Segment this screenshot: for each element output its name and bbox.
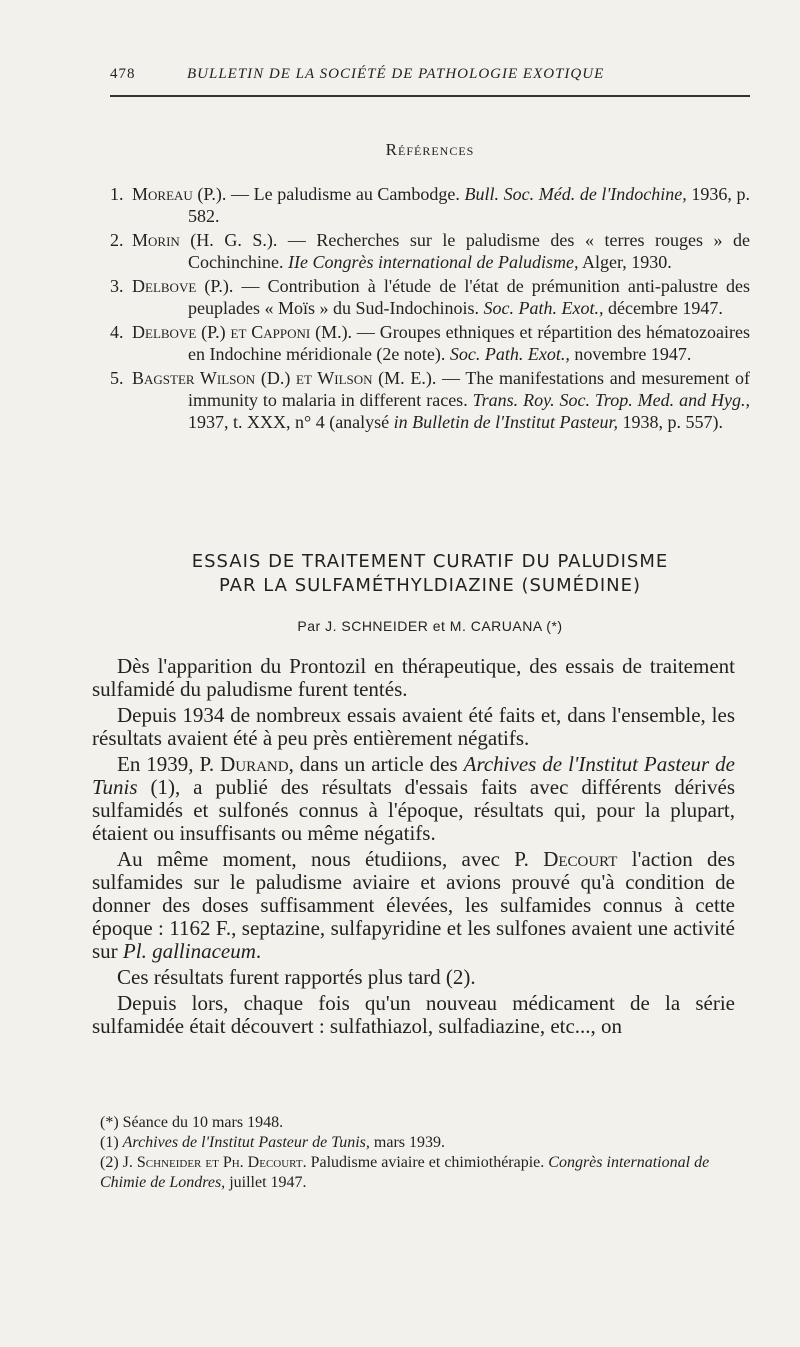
author-name: Decourt xyxy=(543,847,618,871)
paragraph: Au même moment, nous étudiions, avec P. Decourt l'action des sulfamides sur le paludisme aviaire et avions prouvé qu'à condition de donner des doses suffisamment élevées, les sulfamides connus à cette époque : 1162 F., septazine, sulfapyridine et les sulfones avaient une activité sur Pl. gallinaceum. xyxy=(92,847,735,963)
reference-item: 2. Morin (H. G. S.). — Recherches sur le paludisme des « terres rouges » de Cochinchine. IIe Congrès international de Paludisme, Alger, 1930. xyxy=(110,230,751,272)
reference-item: 4. Delbove (P.) et Capponi (M.). — Groupes ethniques et répartition des hématozoaires en Indochine méridionale (2e note). Soc. Path. Exot., novembre 1947. xyxy=(110,322,750,364)
author-name: Durand xyxy=(220,752,289,776)
reference-source: IIe Congrès international de Paludisme, xyxy=(287,252,579,272)
header-rule xyxy=(110,95,750,97)
page-number: 478 xyxy=(110,66,136,82)
reference-item: 1. Moreau (P.). — Le paludisme au Cambodge. Bull. Soc. Méd. de l'Indochine, 1936, p. 582. xyxy=(110,184,750,226)
article-byline: Par J. SCHNEIDER et M. CARUANA (*) xyxy=(297,618,563,634)
reference-source: Soc. Path. Exot., xyxy=(483,298,604,318)
footnote: (2) J. Schneider et Ph. Decourt. Paludisme aviaire et chimiothérapie. Congrès international de Chimie de Londres, juillet 1947. xyxy=(100,1154,710,1191)
reference-author: Bagster Wilson (D.) et Wilson (M. E.). xyxy=(132,368,437,388)
footnotes xyxy=(100,1113,740,1193)
species-name: Pl. gallinaceum xyxy=(122,939,256,963)
article-title: ESSAIS DE TRAITEMENT CURATIF DU PALUDISME PAR LA SULFAMÉTHYLDIAZINE (SUMÉDINE) xyxy=(191,551,669,596)
reference-item: 5. Bagster Wilson (D.) et Wilson (M. E.). — The manifestations and mesurement of immunity to malaria in different races. Trans. Roy. Soc. Trop. Med. and Hyg., 1937, t. XXX, n° 4 (analysé in Bulletin de l'Institut Pasteur, 1938, p. 557). xyxy=(110,368,750,432)
reference-source: Bull. Soc. Méd. de l'Indochine, xyxy=(464,184,687,204)
paragraph: Depuis 1934 de nombreux essais avaient été faits et, dans l'ensemble, les résultats avaient été à peu près entièrement négatifs. xyxy=(92,703,735,750)
paragraph: Ces résultats furent rapportés plus tard (2). xyxy=(117,965,476,989)
footnote: (1) Archives de l'Institut Pasteur de Tunis, mars 1939. xyxy=(100,1134,446,1151)
reference-author: Delbove (P.) et Capponi (M.). xyxy=(132,322,353,342)
reference-source: in Bulletin de l'Institut Pasteur, xyxy=(393,412,619,432)
reference-author: Delbove (P.). xyxy=(132,276,234,296)
paragraph: En 1939, P. Durand, dans un article des Archives de l'Institut Pasteur de Tunis (1), a publié des résultats d'essais faits avec différents dérivés sulfamidés et sulfonés connus à l'époque, résultats qui, pour la plupart, étaient ou insuffisants ou même négatifs. xyxy=(92,752,735,845)
article-body xyxy=(92,655,735,1041)
cited-source: Archives de l'Institut Pasteur de Tunis xyxy=(92,752,735,799)
reference-author: Morin (H. G. S.). xyxy=(132,230,278,250)
footnote: (*) Séance du 10 mars 1948. xyxy=(100,1114,284,1131)
references-list xyxy=(110,183,750,435)
paragraph: Dès l'apparition du Prontozil en thérapeutique, des essais de traitement sulfamidé du paludisme furent tentés. xyxy=(92,654,735,701)
journal-title: BULLETIN DE LA SOCIÉTÉ DE PATHOLOGIE EXOTIQUE xyxy=(187,66,605,82)
reference-author: Moreau (P.). xyxy=(132,184,227,204)
reference-source: Trans. Roy. Soc. Trop. Med. and Hyg., xyxy=(472,390,750,410)
reference-item: 3. Delbove (P.). — Contribution à l'étude de l'état de prémunition anti-palustre des peuplades « Moïs » du Sud-Indochinois. Soc. Path. Exot., décembre 1947. xyxy=(110,276,750,318)
paragraph: Depuis lors, chaque fois qu'un nouveau médicament de la série sulfamidée était découvert : sulfathiazol, sulfadiazine, etc..., on xyxy=(92,991,735,1038)
references-title: Références xyxy=(385,140,475,159)
reference-source: Soc. Path. Exot., xyxy=(449,344,570,364)
